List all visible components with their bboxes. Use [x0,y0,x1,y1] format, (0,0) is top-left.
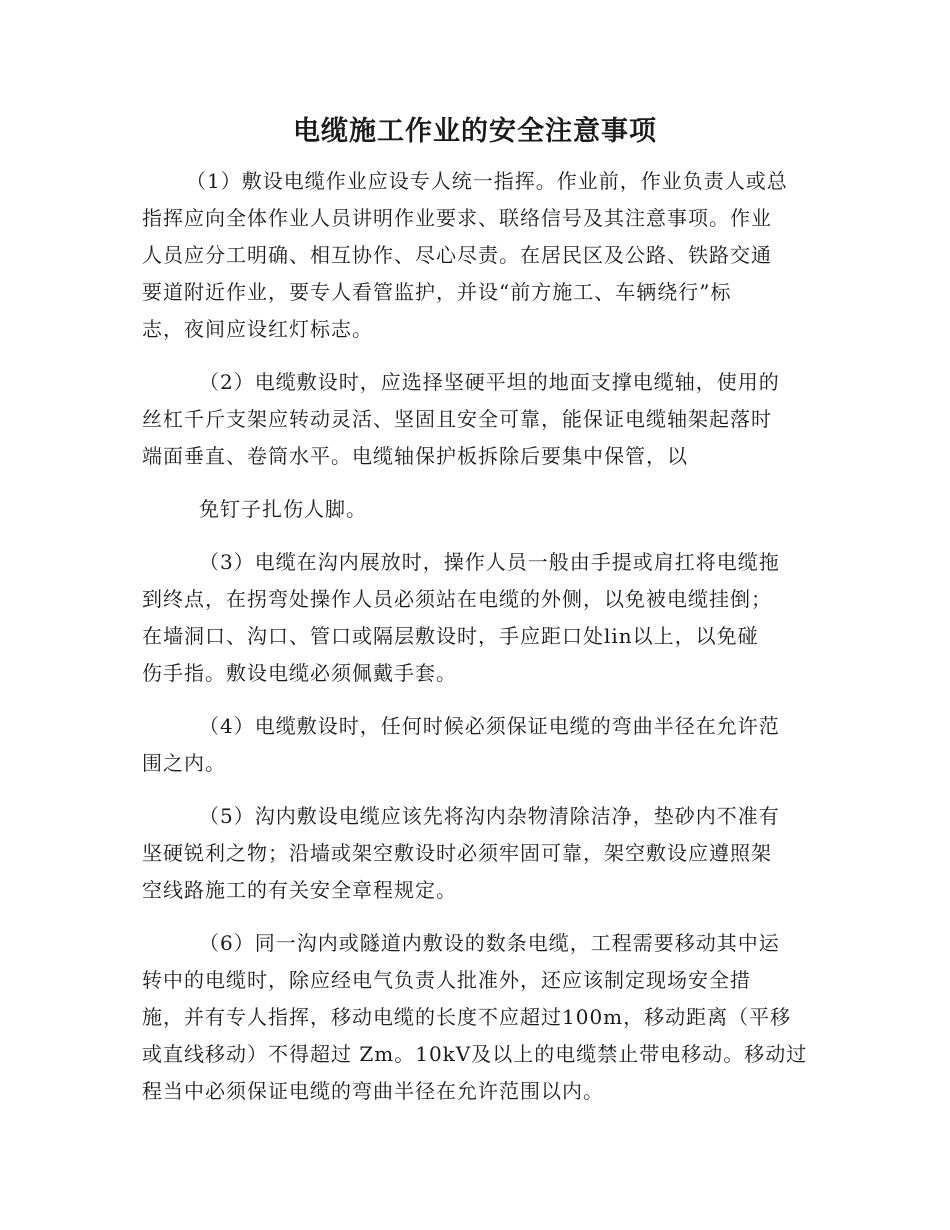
paragraph-6-line-5: 程当中必须保证电缆的弯曲半径在允许范围以内。 [142,1079,604,1103]
paragraph-4-line-1: （4）电缆敷设时，任何时候必须保证电缆的弯曲半径在允许范 [199,714,780,738]
paragraph-6-line-4: 或直线移动）不得超过 Zm。10kV及以上的电缆禁止带电移动。移动过 [142,1042,808,1066]
paragraph-1-line-5: 志，夜间应设红灯标志。 [142,317,373,341]
paragraph-1-line-3: 人员应分工明确、相互协作、尽心尽责。在居民区及公路、铁路交通 [142,243,772,267]
paragraph-5-line-1: （5）沟内敷设电缆应该先将沟内杂物清除洁净，垫砂内不准有 [199,804,780,828]
paragraph-1-line-1: （1）敷设电缆作业应设专人统一指挥。作业前，作业负责人或总 [186,169,788,193]
paragraph-2-line-3: 端面垂直、卷筒水平。电缆轴保护板拆除后要集中保管，以 [142,444,688,468]
paragraph-1-line-4: 要道附近作业，要专人看管监护，并设“前方施工、车辆绕行”标 [142,280,732,304]
paragraph-1-line-2: 指挥应向全体作业人员讲明作业要求、联络信号及其注意事项。作业 [142,206,772,230]
paragraph-4-line-2: 围之内。 [142,751,226,775]
document-title: 电缆施工作业的安全注意事项 [293,116,657,147]
paragraph-3-line-1: （3）电缆在沟内展放时，操作人员一般由手提或肩扛将电缆拖 [199,550,780,574]
paragraph-3-line-3: 在墙洞口、沟口、管口或隔层敷设时，手应距口处lin以上，以免碰 [142,624,759,648]
paragraph-5-line-2: 坚硬锐利之物；沿墙或架空敷设时必须牢固可靠，架空敷设应遵照架 [142,841,772,865]
paragraph-3-line-4: 伤手指。敷设电缆必须佩戴手套。 [142,661,457,685]
paragraph-2b-line-1: 免钉子扎伤人脚。 [199,497,367,521]
paragraph-6-line-3: 施，并有专人指挥，移动电缆的长度不应超过100m，移动距离（平移 [142,1005,792,1029]
paragraph-6-line-2: 转中的电缆时，除应经电气负责人批准外，还应该制定现场安全措 [142,968,751,992]
paragraph-3-line-2: 到终点，在拐弯处操作人员必须站在电缆的外侧，以免被电缆挂倒； [142,587,772,611]
paragraph-2-line-2: 丝杠千斤支架应转动灵活、坚固且安全可靠，能保证电缆轴架起落时 [142,407,772,431]
paragraph-2-line-1: （2）电缆敷设时，应选择坚硬平坦的地面支撑电缆轴，使用的 [199,370,780,394]
paragraph-5-line-3: 空线路施工的有关安全章程规定。 [142,878,457,902]
paragraph-6-line-1: （6）同一沟内或隧道内敷设的数条电缆，工程需要移动其中运 [199,931,780,955]
